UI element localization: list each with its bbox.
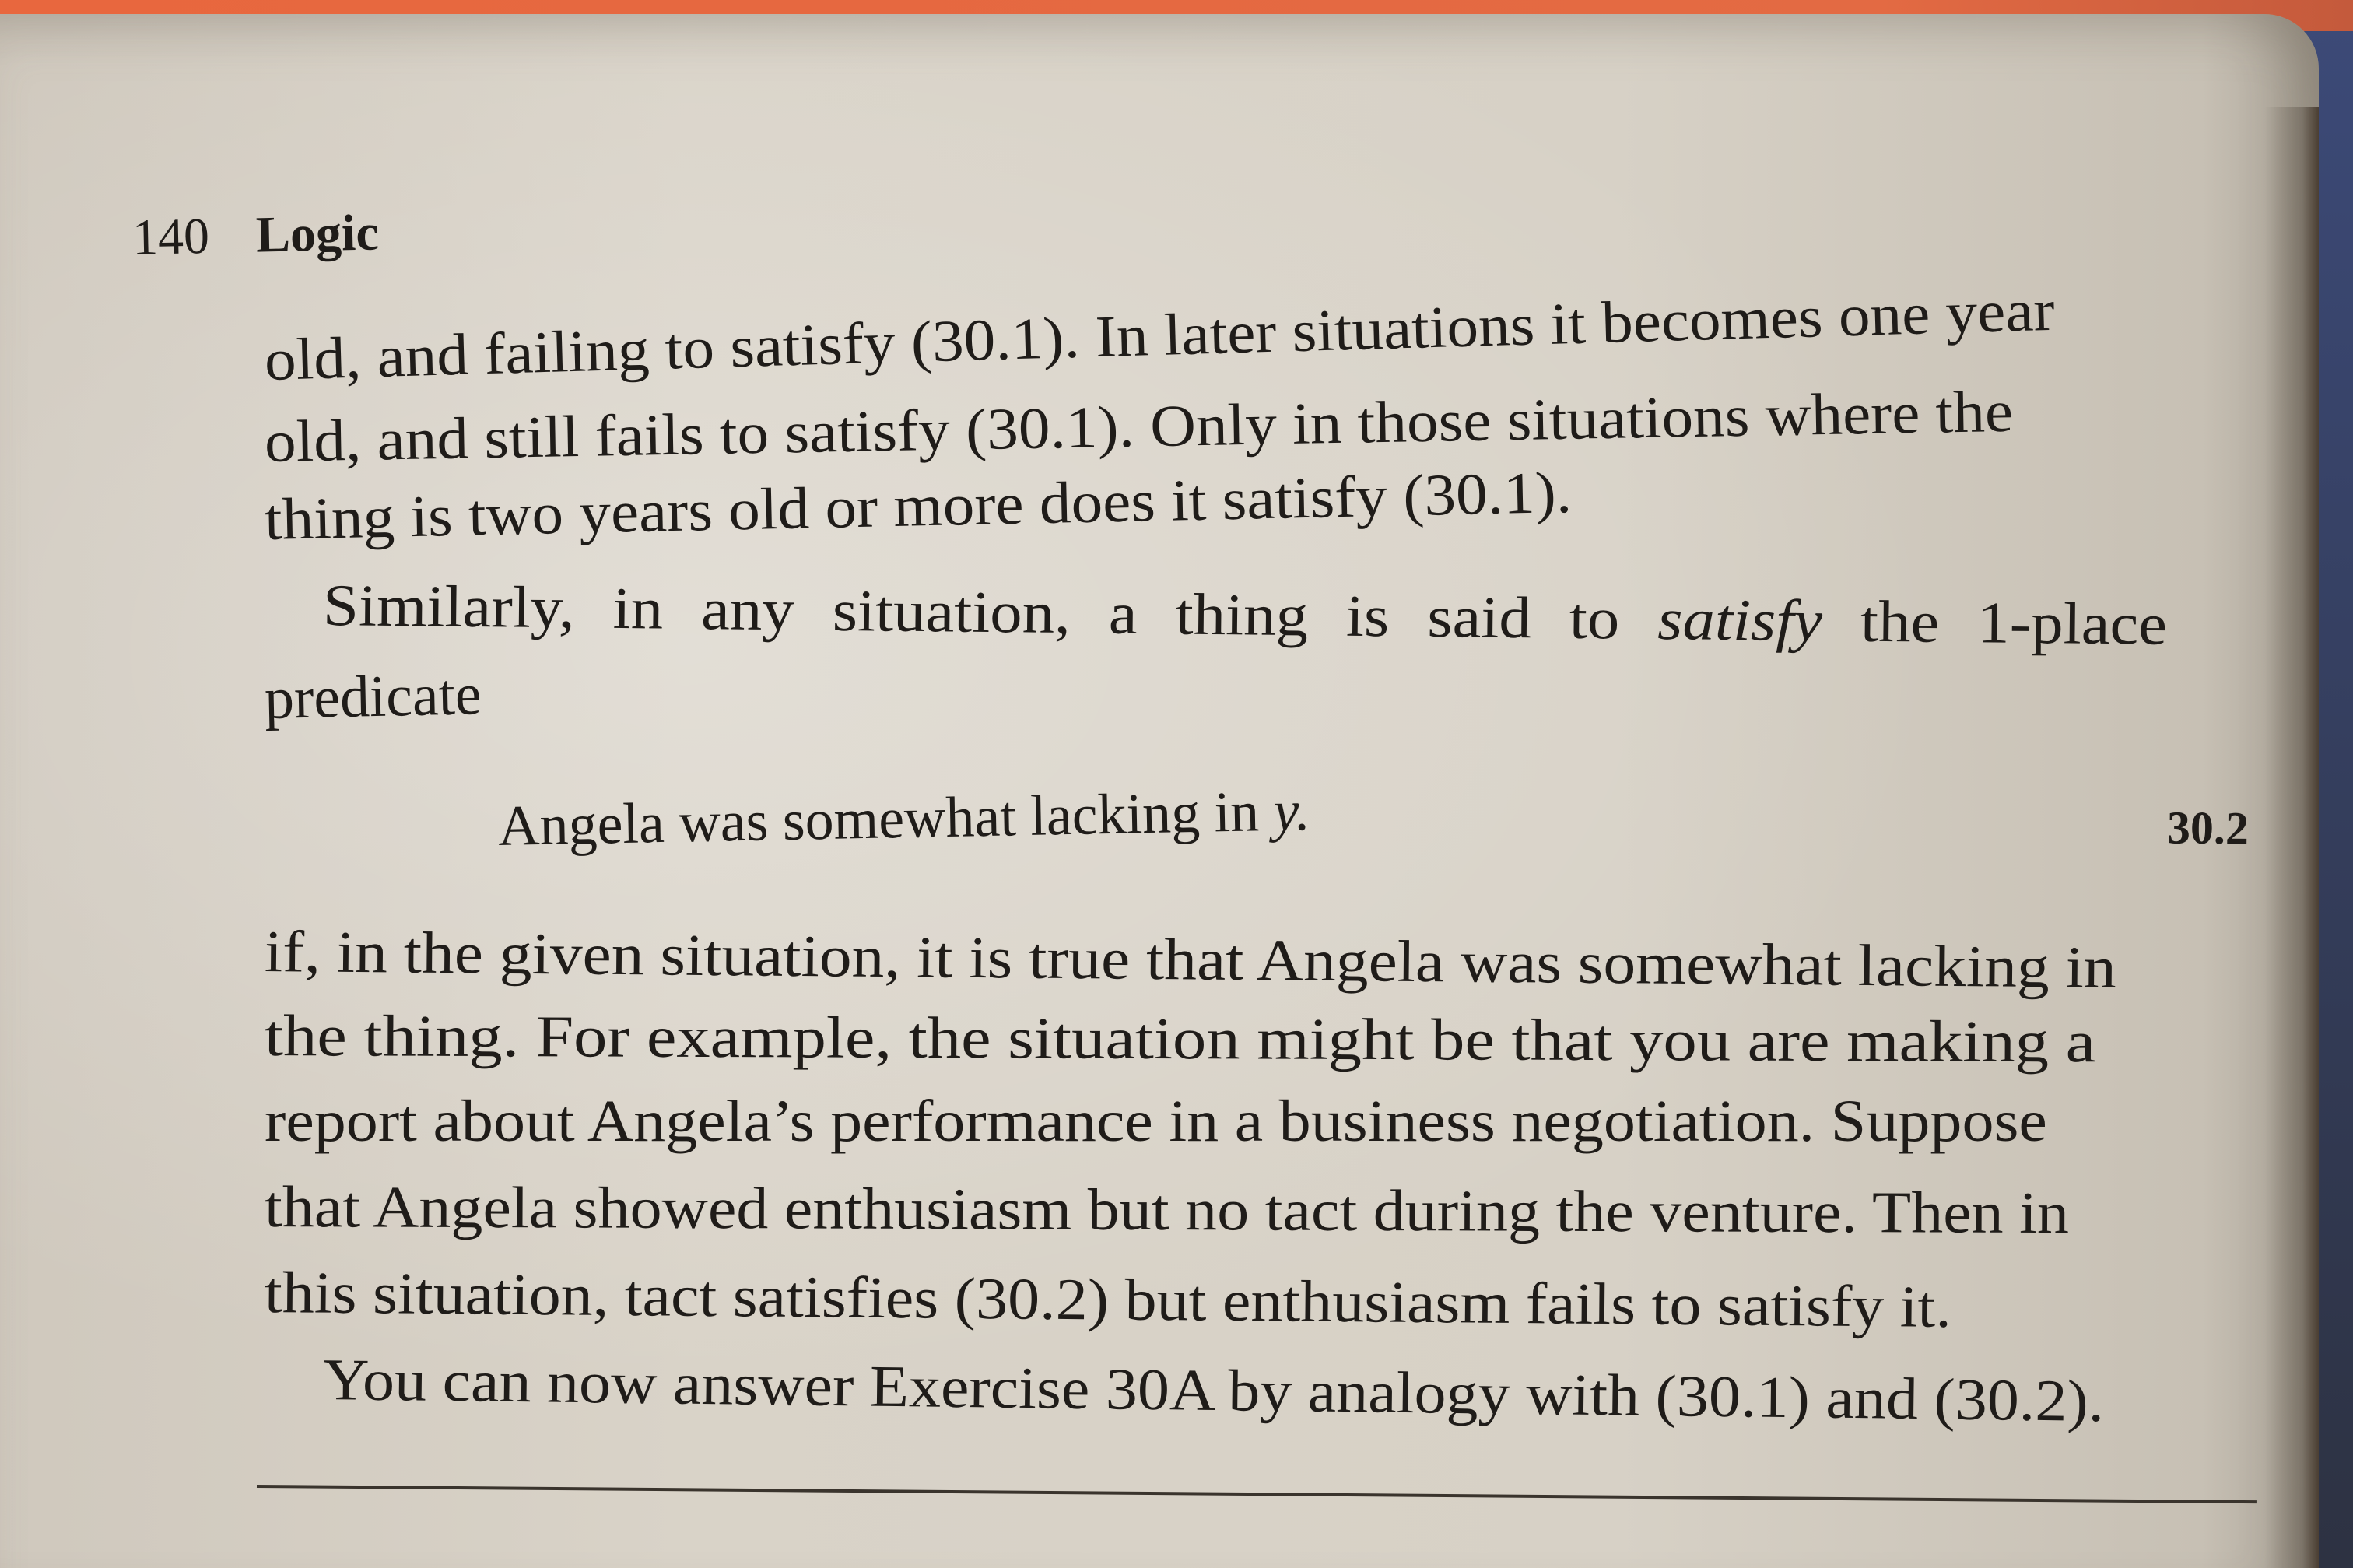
paragraph1-line2: old, and still fails to satisfy (30.1). Only in those situations where the — [264, 378, 2014, 475]
paragraph2-line1 — [323, 572, 2168, 659]
paragraph2-line2: predicate — [264, 661, 482, 731]
paragraph3-line4: that Angela showed enthusiasm but no tact during the venture. Then in — [264, 1174, 2070, 1247]
paragraph2-line1-pre: Similarly, in any situation, a thing is said to — [322, 573, 1658, 652]
paragraph3-line1: if, in the given situation, it is true that Angela was somewhat lacking in — [264, 919, 2117, 1001]
paragraph3-line2: the thing. For example, the situation might be that you are making a — [264, 1003, 2096, 1075]
paragraph1-line1: old, and failing to satisfy (30.1). In later situations it becomes one year — [263, 277, 2056, 393]
section-title: Logic — [255, 204, 380, 264]
page-number: 140 — [132, 207, 210, 266]
paragraph1-line3: thing is two years old or more does it satisfy (30.1). — [264, 459, 1573, 552]
displayed-predicate — [497, 778, 1310, 860]
equation-label: 30.2 — [2166, 802, 2250, 854]
footnote-rule — [257, 1485, 2257, 1503]
running-head — [132, 203, 379, 268]
paragraph2-line1-post: the 1-place — [1822, 588, 2168, 658]
paragraph4-line1: You can now answer Exercise 30A by analogy with (30.1) and (30.2). — [322, 1347, 2105, 1434]
paragraph3-line5: this situation, tact satisfies (30.2) but enthusiasm fails to satisfy it. — [264, 1260, 1952, 1340]
paragraph2-line1-emphasis: satisfy — [1657, 586, 1823, 654]
predicate-variable: y. — [1272, 778, 1311, 844]
predicate-text: Angela was somewhat lacking in — [497, 779, 1275, 859]
paragraph3-line3: report about Angela’s performance in a business negotiation. Suppose — [265, 1089, 2047, 1154]
